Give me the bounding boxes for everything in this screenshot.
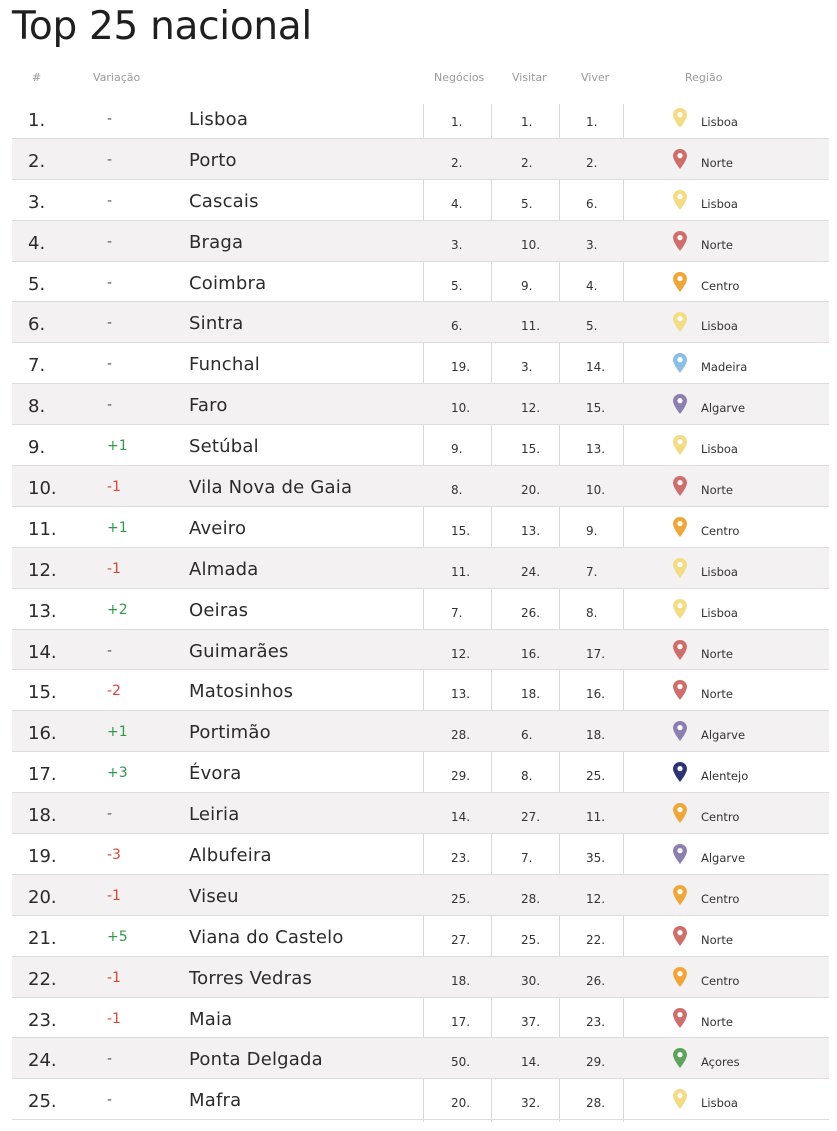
city-name: Faro: [189, 395, 228, 417]
table-row: [12, 139, 829, 180]
table-row: [12, 507, 829, 548]
variation-cell: +3: [107, 765, 128, 782]
region-label: Lisboa: [701, 115, 738, 129]
city-name: Leiria: [189, 804, 240, 826]
visit-rank: 1.: [521, 115, 533, 129]
table-row: [12, 466, 829, 507]
live-rank: 28.: [586, 1096, 606, 1111]
table-row: [12, 302, 829, 343]
variation-cell: +1: [107, 724, 128, 741]
visit-rank: 15.: [521, 442, 541, 457]
business-rank: 1.: [451, 115, 463, 129]
business-rank: 4.: [451, 196, 463, 211]
rank-cell: 14.: [28, 641, 57, 663]
map-pin-icon: [672, 925, 688, 947]
header-live: Viver: [581, 71, 610, 84]
business-rank: 27.: [451, 932, 471, 947]
rank-cell: 22.: [28, 968, 57, 990]
region-label: Açores: [701, 1055, 740, 1070]
variation-cell: +1: [107, 519, 128, 536]
rank-cell: 9.: [28, 437, 46, 459]
variation-cell: -: [107, 151, 113, 168]
table-row: [12, 957, 829, 998]
rank-cell: 5.: [28, 273, 46, 295]
map-pin-icon: [672, 843, 688, 865]
visit-rank: 11.: [521, 319, 541, 334]
variation-cell: -1: [107, 969, 121, 986]
city-name: Viana do Castelo: [189, 926, 344, 948]
table-row: [12, 630, 829, 671]
variation-cell: -: [107, 274, 113, 291]
variation-cell: -: [107, 1051, 113, 1068]
variation-cell: -: [107, 642, 113, 659]
rank-cell: 16.: [28, 723, 57, 745]
rank-cell: 24.: [28, 1050, 57, 1072]
live-rank: 6.: [586, 196, 598, 211]
map-pin-icon: [672, 720, 688, 742]
rank-cell: 23.: [28, 1009, 57, 1031]
map-pin-icon: [672, 598, 688, 620]
ranking-table: [12, 98, 829, 1120]
region-label: Centro: [701, 891, 740, 906]
live-rank: 18.: [586, 728, 606, 743]
variation-cell: +1: [107, 438, 128, 455]
business-rank: 28.: [451, 728, 471, 743]
header-rank: #: [32, 71, 42, 84]
table-row: [12, 262, 829, 303]
visit-rank: 24.: [521, 564, 541, 579]
business-rank: 29.: [451, 769, 471, 784]
rank-cell: 2.: [28, 150, 46, 172]
business-rank: 25.: [451, 891, 471, 906]
table-row: [12, 916, 829, 957]
business-rank: 15.: [451, 523, 471, 538]
city-name: Braga: [189, 231, 244, 253]
live-rank: 17.: [586, 646, 606, 661]
map-pin-icon: [672, 1007, 688, 1029]
rank-cell: 1.: [28, 110, 46, 131]
business-rank: 6.: [451, 319, 463, 334]
page-title: Top 25 nacional: [12, 4, 312, 49]
live-rank: 12.: [586, 891, 606, 906]
business-rank: 12.: [451, 646, 471, 661]
region-label: Alentejo: [701, 769, 749, 784]
live-rank: 7.: [586, 564, 598, 579]
visit-rank: 30.: [521, 973, 541, 988]
city-name: Funchal: [189, 354, 260, 376]
map-pin-icon: [672, 230, 688, 252]
header-visit: Visitar: [512, 71, 547, 84]
rank-cell: 17.: [28, 764, 57, 786]
city-name: Viseu: [189, 885, 239, 907]
variation-cell: -: [107, 192, 113, 209]
business-rank: 13.: [451, 687, 471, 702]
region-label: Lisboa: [701, 605, 738, 620]
map-pin-icon: [672, 189, 688, 211]
region-label: Madeira: [701, 360, 748, 375]
table-row: [12, 221, 829, 262]
live-rank: 35.: [586, 851, 606, 866]
rank-cell: 21.: [28, 927, 57, 949]
visit-rank: 25.: [521, 932, 541, 947]
table-row: [12, 1038, 829, 1079]
city-name: Lisboa: [189, 109, 249, 130]
map-pin-icon: [672, 352, 688, 374]
business-rank: 19.: [451, 360, 471, 375]
live-rank: 5.: [586, 319, 598, 334]
visit-rank: 9.: [521, 278, 533, 293]
rank-cell: 19.: [28, 846, 57, 868]
live-rank: 11.: [586, 810, 606, 825]
live-rank: 29.: [586, 1055, 606, 1070]
table-row: [12, 670, 829, 711]
variation-cell: -: [107, 233, 113, 250]
region-label: Lisboa: [701, 442, 738, 457]
region-label: Norte: [701, 483, 733, 498]
map-pin-icon: [672, 761, 688, 783]
region-label: Centro: [701, 278, 740, 293]
region-label: Algarve: [701, 401, 746, 416]
region-label: Centro: [701, 973, 740, 988]
region-label: Centro: [701, 523, 740, 538]
visit-rank: 6.: [521, 728, 533, 743]
live-rank: 16.: [586, 687, 606, 702]
region-label: Lisboa: [701, 196, 738, 211]
business-rank: 18.: [451, 973, 471, 988]
visit-rank: 27.: [521, 810, 541, 825]
rank-cell: 4.: [28, 232, 46, 254]
variation-cell: -3: [107, 847, 121, 864]
business-rank: 14.: [451, 810, 471, 825]
variation-cell: -: [107, 806, 113, 823]
city-name: Sintra: [189, 313, 244, 335]
live-rank: 2.: [586, 155, 598, 170]
rank-cell: 10.: [28, 478, 57, 500]
business-rank: 8.: [451, 483, 463, 498]
city-name: Vila Nova de Gaia: [189, 477, 353, 499]
variation-cell: -: [107, 111, 113, 127]
live-rank: 25.: [586, 769, 606, 784]
city-name: Ponta Delgada: [189, 1049, 323, 1071]
variation-cell: -1: [107, 887, 121, 904]
business-rank: 10.: [451, 401, 471, 416]
rank-cell: 7.: [28, 355, 46, 377]
map-pin-icon: [672, 393, 688, 415]
region-label: Lisboa: [701, 319, 738, 334]
live-rank: 4.: [586, 278, 598, 293]
rank-cell: 18.: [28, 805, 57, 827]
city-name: Cascais: [189, 190, 259, 212]
rank-cell: 25.: [28, 1091, 57, 1113]
live-rank: 9.: [586, 523, 598, 538]
city-name: Évora: [189, 763, 242, 785]
table-row: [12, 752, 829, 793]
live-rank: 22.: [586, 932, 606, 947]
rank-cell: 15.: [28, 682, 57, 704]
business-rank: 50.: [451, 1055, 471, 1070]
rank-cell: 13.: [28, 600, 57, 622]
map-pin-icon: [672, 679, 688, 701]
business-rank: 17.: [451, 1014, 471, 1029]
business-rank: 7.: [451, 605, 463, 620]
city-name: Guimarães: [189, 640, 289, 662]
map-pin-icon: [672, 475, 688, 497]
header-business: Negócios: [434, 71, 485, 84]
visit-rank: 5.: [521, 196, 533, 211]
visit-rank: 2.: [521, 155, 533, 170]
city-name: Maia: [189, 1008, 233, 1030]
map-pin-icon: [672, 311, 688, 333]
live-rank: 13.: [586, 442, 606, 457]
rank-cell: 20.: [28, 886, 57, 908]
visit-rank: 3.: [521, 360, 533, 375]
city-name: Aveiro: [189, 517, 247, 539]
visit-rank: 28.: [521, 891, 541, 906]
business-rank: 23.: [451, 851, 471, 866]
visit-rank: 16.: [521, 646, 541, 661]
table-row: [12, 384, 829, 425]
table-row: [12, 834, 829, 875]
rank-cell: 6.: [28, 314, 46, 336]
variation-cell: +5: [107, 928, 128, 945]
variation-cell: -: [107, 1092, 113, 1109]
live-rank: 1.: [586, 115, 598, 129]
city-name: Albufeira: [189, 845, 272, 867]
visit-rank: 20.: [521, 483, 541, 498]
live-rank: 26.: [586, 973, 606, 988]
region-label: Norte: [701, 646, 733, 661]
visit-rank: 26.: [521, 605, 541, 620]
region-label: Norte: [701, 155, 733, 170]
business-rank: 5.: [451, 278, 463, 293]
business-rank: 3.: [451, 237, 463, 252]
map-pin-icon: [672, 802, 688, 824]
variation-cell: -: [107, 397, 113, 414]
live-rank: 14.: [586, 360, 606, 375]
business-rank: 9.: [451, 442, 463, 457]
live-rank: 15.: [586, 401, 606, 416]
visit-rank: 7.: [521, 851, 533, 866]
region-label: Lisboa: [701, 564, 738, 579]
table-row: [12, 548, 829, 589]
visit-rank: 37.: [521, 1014, 541, 1029]
city-name: Almada: [189, 558, 259, 580]
variation-cell: -1: [107, 560, 121, 577]
city-name: Mafra: [189, 1090, 242, 1112]
header-variation: Variação: [93, 71, 141, 84]
rank-cell: 3.: [28, 191, 46, 213]
map-pin-icon: [672, 434, 688, 456]
table-row: [12, 343, 829, 384]
business-rank: 2.: [451, 155, 463, 170]
live-rank: 23.: [586, 1014, 606, 1029]
visit-rank: 13.: [521, 523, 541, 538]
map-pin-icon: [672, 271, 688, 293]
business-rank: 20.: [451, 1096, 471, 1111]
region-label: Algarve: [701, 851, 746, 866]
visit-rank: 32.: [521, 1096, 541, 1111]
map-pin-icon: [672, 516, 688, 538]
map-pin-icon: [672, 1088, 688, 1110]
visit-rank: 8.: [521, 769, 533, 784]
header-region: Região: [685, 71, 723, 84]
rank-cell: 11.: [28, 518, 57, 540]
map-pin-icon: [672, 557, 688, 579]
variation-cell: +2: [107, 601, 128, 618]
region-label: Lisboa: [701, 1096, 738, 1111]
region-label: Algarve: [701, 728, 746, 743]
city-name: Coimbra: [189, 272, 267, 294]
table-row: [12, 793, 829, 834]
visit-rank: 14.: [521, 1055, 541, 1070]
map-pin-icon: [672, 966, 688, 988]
visit-rank: 10.: [521, 237, 541, 252]
rank-cell: 12.: [28, 559, 57, 581]
variation-cell: -: [107, 356, 113, 373]
table-row: [12, 711, 829, 752]
variation-cell: -: [107, 315, 113, 332]
region-label: Norte: [701, 932, 733, 947]
live-rank: 8.: [586, 605, 598, 620]
live-rank: 3.: [586, 237, 598, 252]
rank-cell: 8.: [28, 396, 46, 418]
live-rank: 10.: [586, 483, 606, 498]
city-name: Porto: [189, 149, 237, 171]
table-row: [12, 998, 829, 1039]
map-pin-icon: [672, 1047, 688, 1069]
table-row: [12, 425, 829, 466]
table-row: [12, 1079, 829, 1120]
map-pin-icon: [672, 639, 688, 661]
table-row: [12, 180, 829, 221]
city-name: Portimão: [189, 722, 271, 744]
variation-cell: -1: [107, 479, 121, 496]
region-label: Centro: [701, 810, 740, 825]
variation-cell: -1: [107, 1010, 121, 1027]
visit-rank: 18.: [521, 687, 541, 702]
map-pin-icon: [672, 884, 688, 906]
region-label: Norte: [701, 687, 733, 702]
table-row: [12, 875, 829, 916]
city-name: Matosinhos: [189, 681, 294, 703]
visit-rank: 12.: [521, 401, 541, 416]
table-header: [0, 71, 837, 85]
region-label: Norte: [701, 1014, 733, 1029]
table-row: [12, 589, 829, 630]
city-name: Torres Vedras: [189, 967, 313, 989]
table-row: [12, 98, 829, 139]
variation-cell: -2: [107, 683, 121, 700]
city-name: Setúbal: [189, 436, 259, 458]
region-label: Norte: [701, 237, 733, 252]
map-pin-icon: [672, 148, 688, 170]
map-pin-icon: [672, 107, 688, 129]
city-name: Oeiras: [189, 599, 249, 621]
business-rank: 11.: [451, 564, 471, 579]
